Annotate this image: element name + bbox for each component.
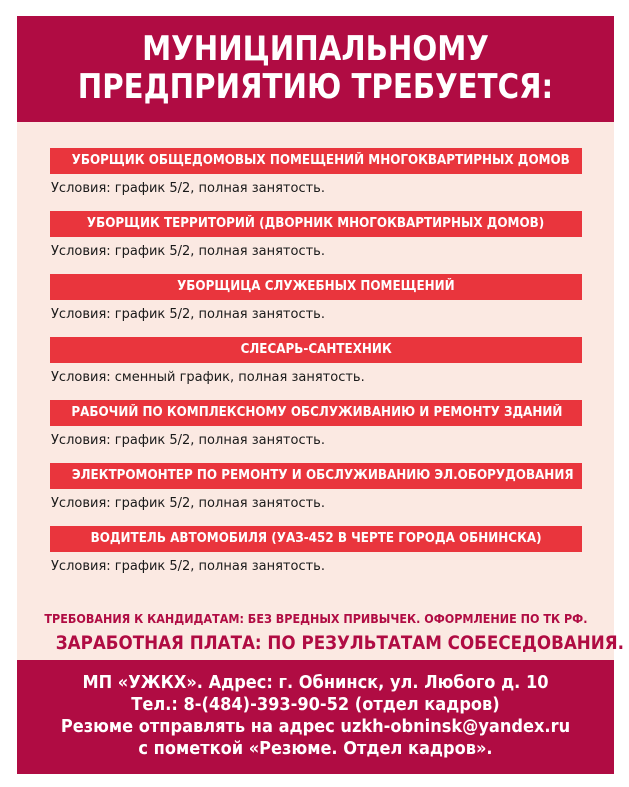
contact-footer [17,660,614,774]
job-item [50,337,582,400]
job-title-banner [50,526,582,552]
job-item [50,274,582,337]
requirements-text: ТРЕБОВАНИЯ К КАНДИДАТАМ: БЕЗ ВРЕДНЫХ ПРИВЫЧЕК. ОФОРМЛЕНИЕ ПО ТК РФ. [43,612,588,626]
job-list [50,148,582,589]
resume-email: Резюме отправлять на адрес uzkh-obninsk@yandex.ru [60,716,571,737]
salary-note [17,632,625,654]
poster [17,16,625,774]
job-title: СЛЕСАРЬ-САНТЕХНИК [240,342,392,357]
job-item [50,526,582,589]
job-title: УБОРЩИК ТЕРРИТОРИЙ (ДВОРНИК МНОГОКВАРТИРНЫХ ДОМОВ) [87,216,545,231]
job-conditions: Условия: график 5/2, полная занятость. [51,307,325,322]
job-title-banner [50,148,582,174]
job-conditions: Условия: график 5/2, полная занятость. [51,496,325,511]
header-title-line-2: ПРЕДПРИЯТИЮ ТРЕБУЕТСЯ: [77,67,554,107]
poster-header [17,16,614,122]
job-title-banner [50,463,582,489]
company-phone: Тел.: 8-(484)-393-90-52 (отдел кадров) [131,694,500,715]
job-title: ЭЛЕКТРОМОНТЕР ПО РЕМОНТУ И ОБСЛУЖИВАНИЮ ЭЛ.ОБОРУДОВАНИЯ [71,468,574,483]
salary-text: ЗАРАБОТНАЯ ПЛАТА: ПО РЕЗУЛЬТАТАМ СОБЕСЕДОВАНИЯ. [55,632,625,654]
job-title-banner [50,274,582,300]
job-title-banner [50,337,582,363]
job-conditions: Условия: график 5/2, полная занятость. [51,181,325,196]
job-title: ВОДИТЕЛЬ АВТОМОБИЛЯ (УАЗ-452 В ЧЕРТЕ ГОРОДА ОБНИНСКА) [90,531,542,546]
job-title-banner [50,211,582,237]
job-conditions: Условия: график 5/2, полная занятость. [51,244,325,259]
job-title: УБОРЩИК ОБЩЕДОМОВЫХ ПОМЕЩЕНИЙ МНОГОКВАРТИРНЫХ ДОМОВ [71,153,570,168]
job-conditions: Условия: график 5/2, полная занятость. [51,559,325,574]
job-conditions: Условия: график 5/2, полная занятость. [51,433,325,448]
job-title: УБОРЩИЦА СЛУЖЕБНЫХ ПОМЕЩЕНИЙ [177,279,455,294]
job-title-banner [50,400,582,426]
header-title-line-1: МУНИЦИПАЛЬНОМУ [142,29,489,69]
job-conditions: Условия: сменный график, полная занятость. [51,370,365,385]
job-title: РАБОЧИЙ ПО КОМПЛЕКСНОМУ ОБСЛУЖИВАНИЮ И РЕМОНТУ ЗДАНИЙ [71,405,563,420]
resume-subject-note: с пометкой «Резюме. Отдел кадров». [138,738,493,759]
job-item [50,400,582,463]
candidate-requirements [17,612,614,626]
job-item [50,211,582,274]
job-item [50,148,582,211]
job-item [50,463,582,526]
company-address: МП «УЖКХ». Адрес: г. Обнинск, ул. Любого д. 10 [82,672,549,693]
